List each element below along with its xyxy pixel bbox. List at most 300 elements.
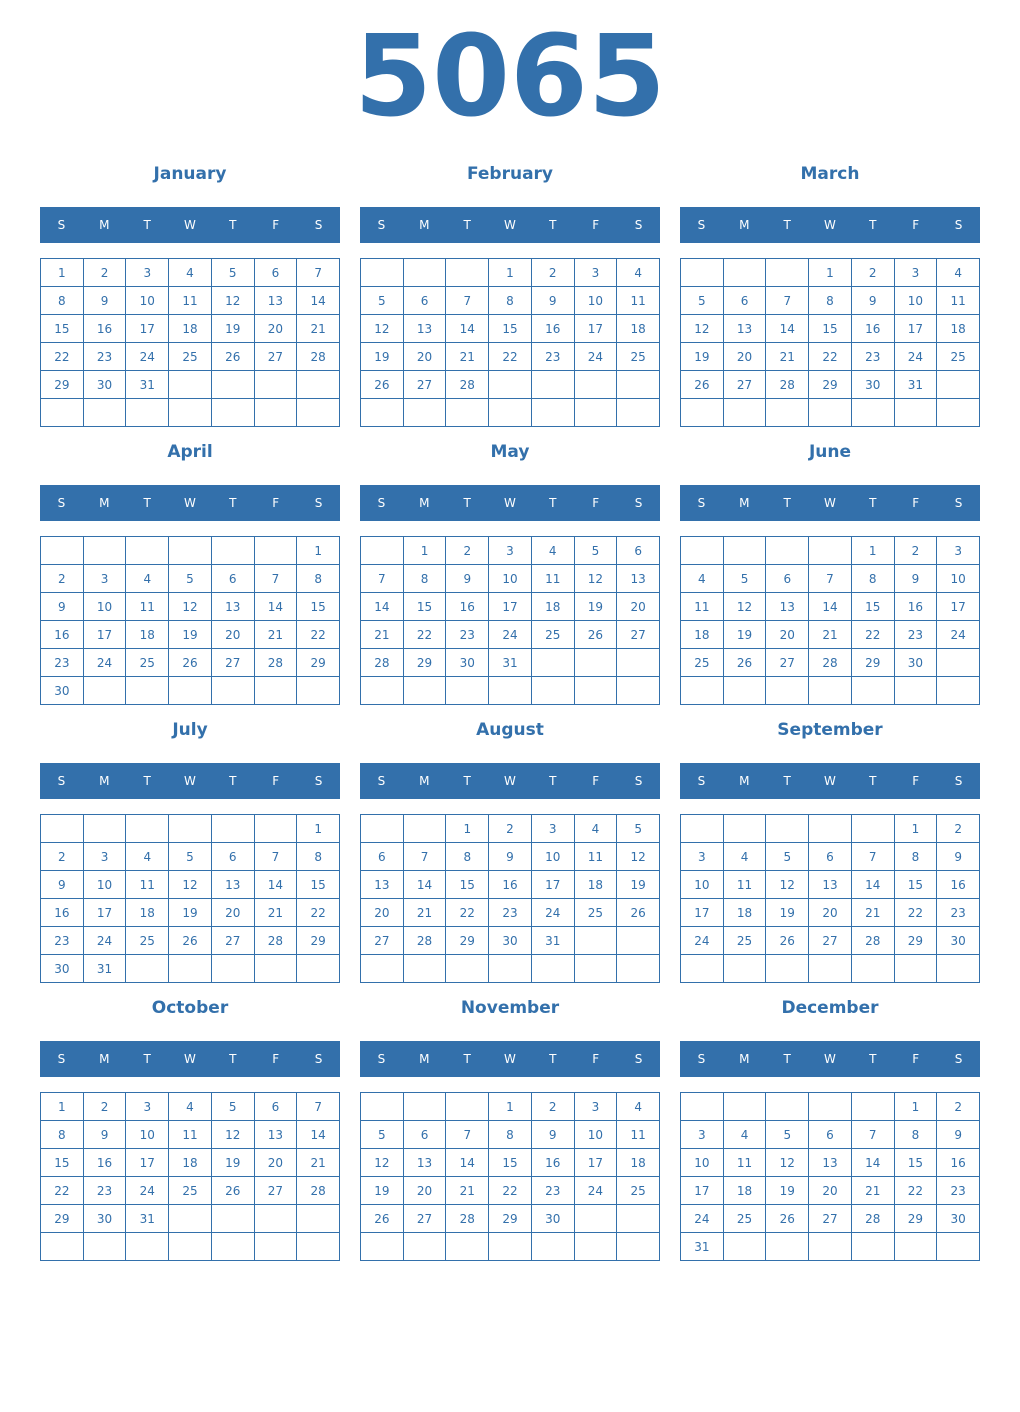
empty-day-cell [404,1233,447,1261]
weekday-label: M [419,496,430,510]
day-cell: 31 [126,371,169,399]
empty-day-cell [126,537,169,565]
empty-day-cell [937,371,980,399]
day-grid [680,536,980,705]
empty-day-cell [212,677,255,705]
weekday-header [40,485,340,521]
day-cell: 7 [255,565,298,593]
day-cell: 4 [126,843,169,871]
day-cell: 21 [361,621,404,649]
weekday-label: S [954,218,963,232]
day-cell: 7 [446,287,489,315]
day-cell: 4 [617,259,660,287]
day-cell: 24 [937,621,980,649]
day-cell: 31 [681,1233,724,1261]
month-name: July [172,720,208,740]
day-cell: 24 [489,621,532,649]
empty-day-cell [297,955,340,983]
day-cell: 2 [937,815,980,843]
day-cell: 28 [852,1205,895,1233]
weekday-label: S [634,496,643,510]
empty-day-cell [84,815,127,843]
day-cell: 1 [489,1093,532,1121]
weekday-label: M [99,496,110,510]
weekday-label: T [229,774,237,788]
day-cell: 3 [575,259,618,287]
day-cell: 27 [809,1205,852,1233]
day-cell: 18 [532,593,575,621]
empty-day-cell [126,399,169,427]
day-cell: 16 [84,315,127,343]
day-cell: 26 [617,899,660,927]
day-cell: 19 [169,899,212,927]
day-cell: 7 [446,1121,489,1149]
weekday-label: T [143,774,151,788]
day-cell: 12 [361,315,404,343]
weekday-label: S [314,774,323,788]
day-cell: 6 [404,287,447,315]
day-cell: 15 [41,1149,84,1177]
empty-day-cell [361,259,404,287]
day-cell: 30 [852,371,895,399]
day-cell: 7 [297,1093,340,1121]
day-cell: 26 [361,371,404,399]
day-cell: 8 [489,1121,532,1149]
empty-day-cell [212,955,255,983]
day-cell: 29 [852,649,895,677]
empty-day-cell [404,1093,447,1121]
empty-day-cell [212,371,255,399]
weekday-header [680,207,980,243]
day-cell: 13 [212,871,255,899]
day-cell: 16 [532,315,575,343]
empty-day-cell [532,399,575,427]
day-cell: 5 [361,287,404,315]
day-cell: 14 [361,593,404,621]
weekday-label: T [783,496,791,510]
day-cell: 21 [297,315,340,343]
day-cell: 12 [212,1121,255,1149]
empty-day-cell [766,677,809,705]
day-cell: 24 [126,343,169,371]
day-cell: 19 [681,343,724,371]
day-cell: 3 [532,815,575,843]
weekday-label: M [99,774,110,788]
empty-day-cell [212,1205,255,1233]
weekday-label: T [143,496,151,510]
empty-day-cell [532,677,575,705]
weekday-label: W [184,496,196,510]
day-cell: 23 [41,649,84,677]
weekday-label: T [869,1052,877,1066]
day-cell: 6 [809,843,852,871]
day-cell: 9 [84,1121,127,1149]
weekday-label: S [377,774,386,788]
empty-day-cell [575,955,618,983]
day-cell: 22 [41,1177,84,1205]
empty-day-cell [255,1205,298,1233]
weekday-label: S [634,218,643,232]
day-cell: 8 [297,843,340,871]
day-cell: 17 [895,315,938,343]
day-cell: 1 [41,1093,84,1121]
day-cell: 3 [84,565,127,593]
month-name: February [466,164,554,184]
weekday-label: M [739,774,750,788]
month-january [40,159,340,429]
weekday-label: T [869,774,877,788]
day-cell: 9 [41,871,84,899]
day-cell: 4 [532,537,575,565]
day-cell: 11 [126,593,169,621]
empty-day-cell [617,1233,660,1261]
day-cell: 23 [937,899,980,927]
day-cell: 14 [255,593,298,621]
day-cell: 1 [895,1093,938,1121]
day-cell: 11 [169,287,212,315]
empty-day-cell [255,1233,298,1261]
empty-day-cell [681,537,724,565]
month-september [680,715,980,985]
weekday-label: S [954,1052,963,1066]
day-cell: 29 [809,371,852,399]
day-cell: 18 [724,899,767,927]
day-cell: 16 [852,315,895,343]
day-cell: 16 [532,1149,575,1177]
month-march [680,159,980,429]
day-cell: 13 [809,871,852,899]
day-cell: 31 [895,371,938,399]
month-name: March [800,164,860,184]
empty-day-cell [297,677,340,705]
day-cell: 13 [404,1149,447,1177]
empty-day-cell [575,1233,618,1261]
day-cell: 20 [404,343,447,371]
day-cell: 17 [575,315,618,343]
empty-day-cell [169,537,212,565]
day-cell: 11 [617,287,660,315]
day-cell: 10 [84,593,127,621]
month-name: April [167,442,213,462]
day-cell: 30 [937,927,980,955]
day-cell: 2 [489,815,532,843]
weekday-label: M [739,496,750,510]
empty-day-cell [809,537,852,565]
day-cell: 10 [937,565,980,593]
day-cell: 27 [766,649,809,677]
weekday-label: S [697,218,706,232]
day-cell: 29 [895,927,938,955]
day-cell: 9 [41,593,84,621]
day-cell: 11 [575,843,618,871]
empty-day-cell [766,399,809,427]
empty-day-cell [361,1093,404,1121]
empty-day-cell [724,537,767,565]
day-cell: 2 [41,565,84,593]
month-name: December [781,998,879,1018]
weekday-label: S [954,496,963,510]
day-cell: 12 [724,593,767,621]
day-cell: 21 [766,343,809,371]
month-june [680,437,980,707]
weekday-label: S [57,496,66,510]
day-cell: 20 [255,315,298,343]
weekday-label: M [739,1052,750,1066]
weekday-label: T [549,774,557,788]
weekday-label: S [954,774,963,788]
day-cell: 22 [895,1177,938,1205]
day-cell: 18 [126,899,169,927]
empty-day-cell [404,677,447,705]
day-cell: 18 [617,315,660,343]
day-cell: 22 [41,343,84,371]
weekday-label: T [783,774,791,788]
day-cell: 12 [169,593,212,621]
day-cell: 21 [404,899,447,927]
day-cell: 16 [937,871,980,899]
day-cell: 12 [617,843,660,871]
day-cell: 7 [297,259,340,287]
day-cell: 12 [575,565,618,593]
day-cell: 24 [84,649,127,677]
empty-day-cell [575,371,618,399]
empty-day-cell [724,399,767,427]
day-cell: 30 [41,955,84,983]
empty-day-cell [255,677,298,705]
weekday-label: T [143,218,151,232]
day-cell: 29 [297,649,340,677]
empty-day-cell [169,677,212,705]
day-cell: 15 [852,593,895,621]
day-cell: 16 [895,593,938,621]
day-cell: 10 [575,287,618,315]
empty-day-cell [361,815,404,843]
empty-day-cell [895,677,938,705]
weekday-label: F [592,1052,600,1066]
empty-day-cell [617,649,660,677]
day-cell: 25 [724,927,767,955]
empty-day-cell [446,399,489,427]
weekday-header [680,1041,980,1077]
day-cell: 6 [255,259,298,287]
day-cell: 20 [724,343,767,371]
day-cell: 2 [446,537,489,565]
weekday-header [360,207,660,243]
empty-day-cell [169,955,212,983]
day-cell: 11 [532,565,575,593]
weekday-label: F [912,218,920,232]
day-cell: 1 [404,537,447,565]
weekday-label: F [272,496,280,510]
empty-day-cell [809,815,852,843]
day-cell: 20 [766,621,809,649]
weekday-label: M [419,218,430,232]
day-cell: 10 [575,1121,618,1149]
day-cell: 1 [41,259,84,287]
day-cell: 23 [84,343,127,371]
weekday-label: W [824,1052,836,1066]
day-cell: 30 [84,371,127,399]
day-cell: 1 [297,815,340,843]
empty-day-cell [446,259,489,287]
month-name: May [490,442,530,462]
empty-day-cell [895,399,938,427]
day-cell: 12 [766,871,809,899]
weekday-label: F [912,774,920,788]
empty-day-cell [532,1233,575,1261]
day-cell: 29 [41,1205,84,1233]
day-grid [360,1092,660,1261]
day-cell: 3 [84,843,127,871]
weekday-label: W [184,218,196,232]
day-cell: 3 [126,1093,169,1121]
day-cell: 2 [532,1093,575,1121]
weekday-label: S [634,774,643,788]
day-cell: 5 [361,1121,404,1149]
day-cell: 25 [617,343,660,371]
day-cell: 16 [937,1149,980,1177]
empty-day-cell [852,677,895,705]
empty-day-cell [255,399,298,427]
day-cell: 9 [532,1121,575,1149]
empty-day-cell [169,1205,212,1233]
weekday-label: T [463,774,471,788]
day-cell: 14 [446,1149,489,1177]
day-cell: 16 [446,593,489,621]
day-cell: 29 [895,1205,938,1233]
empty-day-cell [361,537,404,565]
day-cell: 27 [255,1177,298,1205]
day-cell: 8 [895,843,938,871]
weekday-label: T [869,218,877,232]
day-cell: 6 [404,1121,447,1149]
day-cell: 9 [446,565,489,593]
weekday-label: T [549,218,557,232]
day-grid [40,814,340,983]
day-cell: 14 [297,1121,340,1149]
day-cell: 17 [681,1177,724,1205]
day-cell: 2 [84,1093,127,1121]
weekday-label: S [697,496,706,510]
empty-day-cell [532,955,575,983]
day-cell: 25 [169,343,212,371]
empty-day-cell [724,259,767,287]
weekday-header [680,485,980,521]
empty-day-cell [681,1093,724,1121]
empty-day-cell [852,399,895,427]
empty-day-cell [41,537,84,565]
empty-day-cell [255,815,298,843]
day-cell: 9 [937,843,980,871]
day-cell: 12 [361,1149,404,1177]
year-title: 5065 [354,12,666,142]
empty-day-cell [724,677,767,705]
empty-day-cell [255,537,298,565]
empty-day-cell [809,1093,852,1121]
day-cell: 6 [766,565,809,593]
weekday-label: W [504,774,516,788]
empty-day-cell [84,677,127,705]
empty-day-cell [84,1233,127,1261]
day-cell: 2 [852,259,895,287]
day-cell: 19 [212,315,255,343]
day-cell: 22 [489,343,532,371]
day-cell: 26 [169,927,212,955]
day-cell: 26 [681,371,724,399]
day-cell: 2 [41,843,84,871]
day-cell: 8 [297,565,340,593]
day-cell: 19 [724,621,767,649]
empty-day-cell [852,955,895,983]
day-cell: 30 [84,1205,127,1233]
day-cell: 14 [809,593,852,621]
empty-day-cell [489,371,532,399]
empty-day-cell [809,1233,852,1261]
day-cell: 16 [41,621,84,649]
day-cell: 17 [937,593,980,621]
day-cell: 8 [895,1121,938,1149]
day-cell: 19 [212,1149,255,1177]
day-cell: 14 [297,287,340,315]
day-cell: 30 [489,927,532,955]
empty-day-cell [126,815,169,843]
day-cell: 4 [937,259,980,287]
weekday-label: W [824,774,836,788]
day-cell: 29 [489,1205,532,1233]
day-cell: 8 [446,843,489,871]
day-cell: 10 [895,287,938,315]
day-cell: 31 [532,927,575,955]
weekday-label: F [592,496,600,510]
day-cell: 16 [84,1149,127,1177]
day-cell: 18 [681,621,724,649]
day-cell: 28 [255,649,298,677]
day-cell: 3 [937,537,980,565]
empty-day-cell [446,955,489,983]
day-cell: 3 [126,259,169,287]
weekday-label: T [549,496,557,510]
weekday-label: F [912,496,920,510]
day-cell: 25 [126,649,169,677]
empty-day-cell [617,677,660,705]
month-name: September [777,720,883,740]
weekday-label: M [99,218,110,232]
day-cell: 1 [446,815,489,843]
day-cell: 26 [766,1205,809,1233]
weekday-label: S [377,496,386,510]
day-cell: 20 [809,1177,852,1205]
empty-day-cell [681,399,724,427]
day-cell: 12 [681,315,724,343]
empty-day-cell [41,815,84,843]
day-cell: 28 [255,927,298,955]
weekday-label: T [783,218,791,232]
day-cell: 17 [126,315,169,343]
day-cell: 15 [297,871,340,899]
empty-day-cell [766,1233,809,1261]
day-cell: 27 [212,927,255,955]
empty-day-cell [212,399,255,427]
empty-day-cell [255,955,298,983]
empty-day-cell [724,1093,767,1121]
empty-day-cell [489,399,532,427]
day-cell: 15 [489,315,532,343]
day-cell: 18 [126,621,169,649]
weekday-label: T [869,496,877,510]
weekday-label: F [592,218,600,232]
weekday-label: T [229,218,237,232]
empty-day-cell [361,677,404,705]
